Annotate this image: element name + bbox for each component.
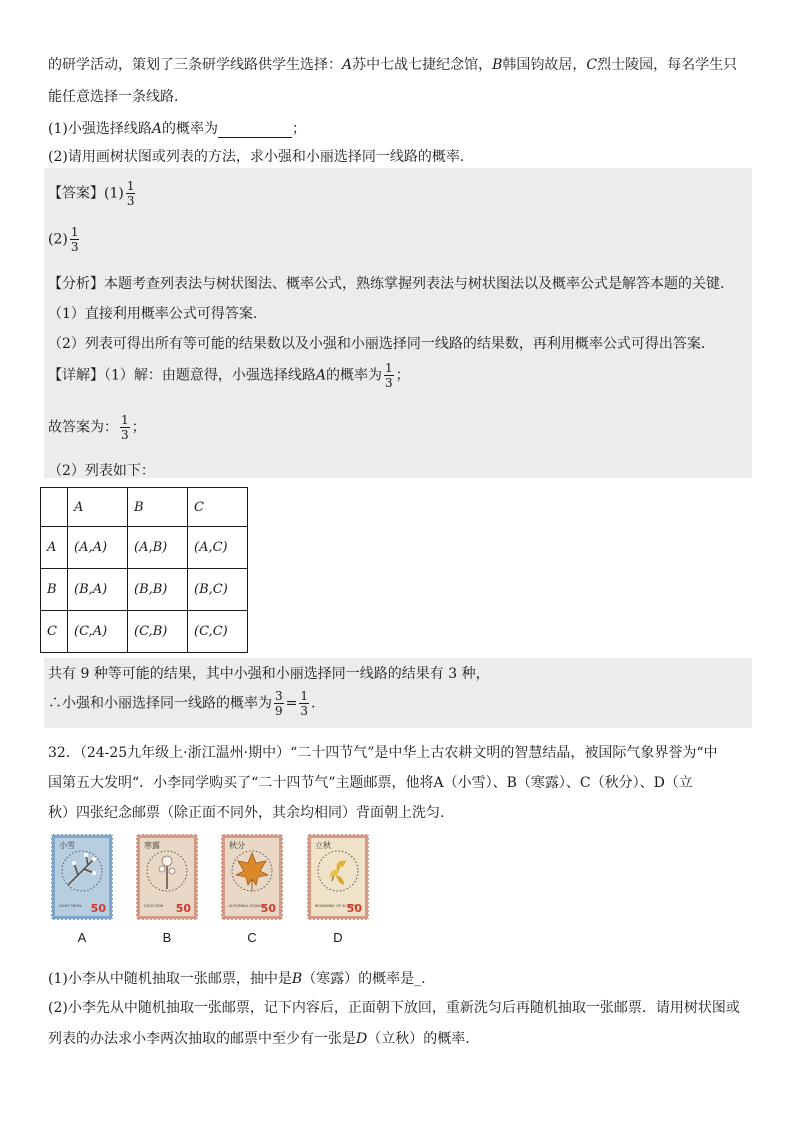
- stamp-title: 寒露: [144, 841, 160, 850]
- conclusion-line-1: 共有 9 种等可能的结果，其中小强和小丽选择同一线路的结果有 3 种，: [48, 666, 490, 682]
- detail-end: ；: [395, 367, 410, 384]
- fraction-denominator: 3: [126, 194, 135, 208]
- table-cell: (A,C): [188, 527, 248, 569]
- analysis-line-3: （2）列表可得出所有等可能的结果数以及小强和小丽选择同一线路的结果数，再利用概率公式可得出答案.: [48, 336, 706, 352]
- table-cell: (A,A): [68, 527, 128, 569]
- q32-line-1: 32．（24-25九年级上·浙江温州·期中）“二十四节气”是中华上古农耕文明的智慧结晶，被国际气象界誉为“中: [48, 745, 718, 761]
- q1-letter: A: [151, 121, 162, 137]
- route-b-letter: B: [492, 57, 503, 73]
- route-b-name: 韩国钧故居，: [502, 57, 587, 73]
- table-cell: (C,C): [188, 611, 248, 653]
- detail-answer-end: ；: [131, 419, 146, 436]
- q32-line-2: 国第五大发明“．小李同学购买了“二十四节气”主题邮票，他将A（小雪）、B（寒露）、C（秋分）、D（立: [48, 775, 693, 791]
- table-row: [41, 569, 248, 611]
- q32-question-2-line-2: [48, 1028, 470, 1048]
- stamp-caption: A: [77, 930, 87, 945]
- route-a-name: 苏中七战七捷纪念馆，: [352, 57, 493, 73]
- stamp-b: [135, 833, 199, 921]
- conclusion-line-2: [48, 690, 315, 717]
- stamp-caption: D: [333, 930, 343, 945]
- route-c-letter: C: [586, 57, 598, 73]
- table-corner-cell: [41, 488, 68, 527]
- answer-blank: [218, 123, 292, 138]
- detail-label: 【详解】（1）解：由题意得，小强选择线路: [48, 367, 316, 384]
- detail-letter: A: [315, 367, 327, 384]
- q32-q2-suffix: （立秋）的概率.: [367, 1031, 470, 1047]
- stamp-image: [220, 833, 284, 921]
- stamp-image: [135, 833, 199, 921]
- table-row-label: B: [41, 569, 68, 611]
- answer-2-fraction: [70, 226, 80, 253]
- fraction-denominator: 3: [70, 240, 79, 254]
- stamp-english-name: BEGINNING OF AUTUMN: [315, 904, 358, 908]
- stamp-caption: C: [247, 930, 257, 945]
- stamp-image: [306, 833, 370, 921]
- detail-line-1: [48, 362, 410, 389]
- conclusion-prefix: ∴小强和小丽选择同一线路的概率为: [48, 695, 272, 712]
- q32-q1-letter: B: [291, 971, 303, 987]
- answer-2-label: (2): [48, 231, 68, 248]
- stamp-english-name: COLD DEW: [144, 904, 164, 908]
- stamp-value: 50: [260, 902, 276, 915]
- table-row-label: A: [41, 527, 68, 569]
- fraction-numerator: 3: [275, 689, 283, 703]
- fraction-numerator: 1: [70, 225, 79, 239]
- table-cell: (C,B): [128, 611, 188, 653]
- detail-fraction: [384, 362, 394, 389]
- fraction-denominator: 3: [300, 704, 309, 718]
- fraction-numerator: 1: [121, 413, 129, 427]
- intro-line-2: 能任意选择一条线路.: [48, 89, 179, 105]
- fraction-numerator: 1: [126, 179, 135, 193]
- answer-label: 【答案】(1): [48, 185, 124, 202]
- fraction-numerator: 1: [300, 689, 309, 703]
- table-cell: (A,B): [128, 527, 188, 569]
- stamp-english-name: LIGHT SNOW: [59, 904, 82, 908]
- conclusion-end: .: [311, 695, 316, 712]
- stamp-value: 50: [175, 902, 191, 915]
- stamp-value: 50: [346, 902, 362, 915]
- table-cell: (B,C): [188, 569, 248, 611]
- stamp-d: [306, 833, 370, 921]
- fraction-denominator: 3: [385, 376, 393, 390]
- stamp-value: 50: [90, 902, 106, 915]
- intro-text: 的研学活动，策划了三条研学线路供学生选择：: [48, 57, 342, 73]
- stamp-c: [220, 833, 284, 921]
- table-row: [41, 527, 248, 569]
- table-row: [41, 611, 248, 653]
- analysis-line-1: 【分析】本题考查列表法与树状图法、概率公式，熟练掌握列表法与树状图法以及概率公式是解答本题的关键.: [48, 276, 725, 292]
- q32-question-2-line-1: (2)小李先从中随机抽取一张邮票，记下内容后，正面朝下放回，重新洗匀后再随机抽取一张邮票．请用树状图或: [48, 1000, 740, 1016]
- table-row-label: C: [41, 611, 68, 653]
- q32-q1-prefix: (1)小李从中随机抽取一张邮票，抽中是: [48, 971, 292, 987]
- table-cell: (C,A): [68, 611, 128, 653]
- stamp-a: [50, 833, 114, 921]
- q32-q2-letter: D: [356, 1031, 368, 1047]
- q1-end: ；: [291, 121, 306, 137]
- equals-sign: =: [285, 695, 298, 712]
- table-cell: (B,A): [68, 569, 128, 611]
- answer-line-1: [48, 180, 137, 207]
- table-header-row: [41, 488, 248, 527]
- q32-line-3: 秋）四张纪念邮票（除正面不同外，其余均相同）背面朝上洗匀.: [48, 805, 445, 821]
- detail-answer-fraction: [120, 414, 130, 441]
- answer-1-fraction: [126, 180, 136, 207]
- route-c-name: 烈士陵园，每名学生只: [597, 57, 738, 73]
- detail-part-2: （2）列表如下：: [48, 463, 155, 479]
- q32-q2-prefix: 列表的办法求小李两次抽取的邮票中至少有一张是: [48, 1031, 356, 1047]
- analysis-line-2: （1）直接利用概率公式可得答案.: [48, 306, 258, 322]
- conclusion-fraction-b: [299, 690, 309, 717]
- conclusion-fraction-a: [274, 690, 284, 717]
- fraction-denominator: 9: [275, 704, 283, 718]
- route-a-letter: A: [342, 57, 353, 73]
- q1-prefix: (1)小强选择线路: [48, 121, 152, 137]
- question-2: (2)请用画树状图或列表的方法，求小强和小丽选择同一线路的概率.: [48, 149, 465, 165]
- stamp-english-name: AUTUMNAL EQUINOX: [229, 904, 266, 908]
- stamp-title: 小雪: [59, 841, 75, 850]
- q32-q1-suffix: （寒露）的概率是_.: [302, 971, 426, 987]
- q32-question-1: [48, 968, 426, 988]
- detail-suffix: 的概率为: [326, 367, 383, 384]
- stamp-image: [50, 833, 114, 921]
- detail-answer-prefix: 故答案为：: [48, 419, 118, 436]
- outcome-table: [40, 487, 248, 653]
- answer-line-2: [48, 226, 81, 253]
- table-header-cell: A: [68, 488, 128, 527]
- table-header-cell: C: [188, 488, 248, 527]
- intro-line-1: [48, 54, 737, 74]
- fraction-numerator: 1: [385, 361, 393, 375]
- fraction-denominator: 3: [121, 428, 129, 442]
- table-cell: (B,B): [128, 569, 188, 611]
- table-header-cell: B: [128, 488, 188, 527]
- solution-shade: [44, 168, 752, 478]
- q1-suffix: 的概率为: [161, 121, 218, 137]
- stamp-caption: B: [162, 930, 172, 945]
- detail-answer-line: [48, 414, 146, 441]
- stamp-title: 秋分: [229, 841, 245, 850]
- question-1: [48, 118, 306, 138]
- stamp-title: 立秋: [315, 841, 331, 850]
